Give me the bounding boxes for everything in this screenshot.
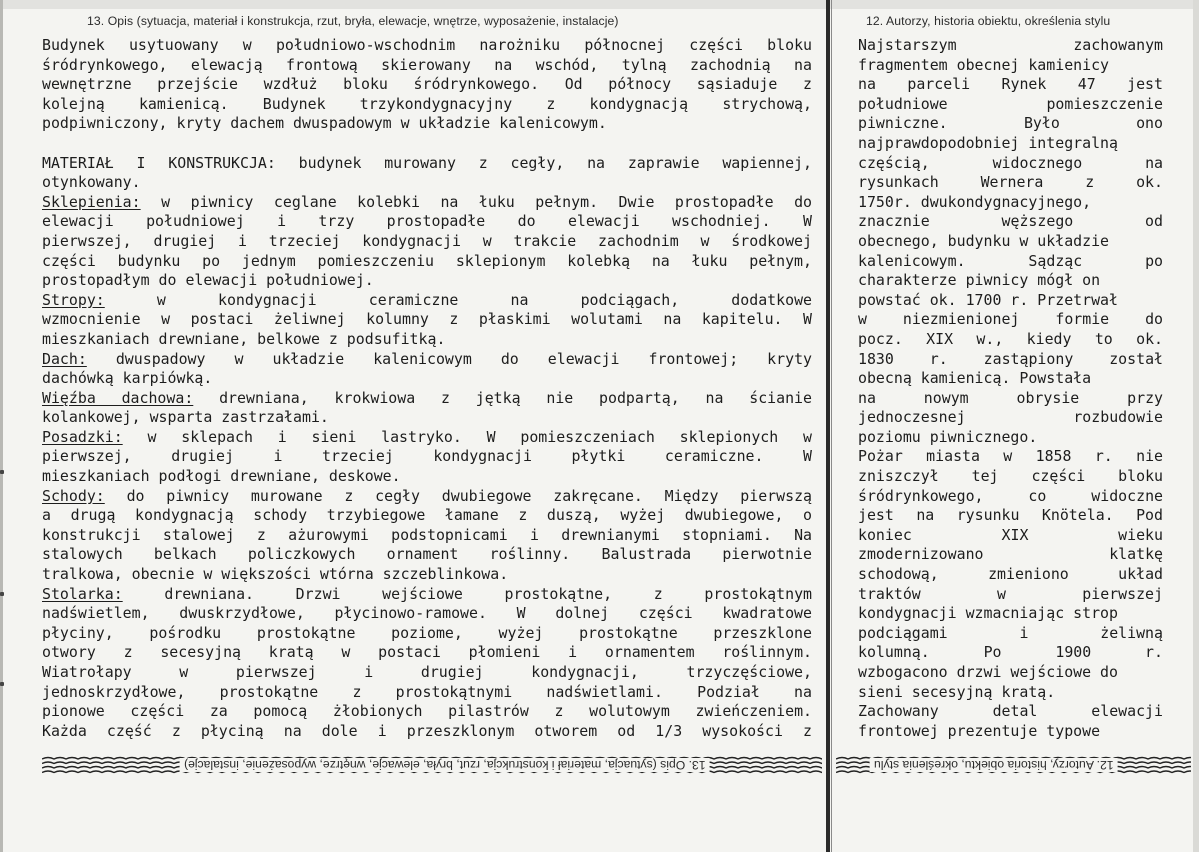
text-line: MATERIAŁ I KONSTRUKCJA: budynek murowany z cegły, na zaprawie wapiennej, bbox=[42, 153, 812, 172]
left-mirrored-footer: 13. Opis (sytuacja, materiał i konstrukcja, rzut, bryła, elewacje, wnętrze, wyposażenie, instalacje) bbox=[180, 758, 710, 772]
text-line: pocz. XIX w., kiedy to ok. bbox=[858, 329, 1163, 348]
text-line: powstać ok. 1700 r. Przetrwał bbox=[858, 290, 1118, 309]
section-first-line bbox=[42, 585, 812, 605]
section-first-line bbox=[42, 350, 812, 370]
text-line: rysunkach Wernera z ok. bbox=[858, 173, 1163, 192]
text-line: sieni secesyjną kratą. bbox=[858, 682, 1056, 701]
top-edge-band bbox=[0, 0, 1199, 9]
section-first-line bbox=[42, 193, 812, 213]
section-text: w sklepach i sieni lastryko. W pomieszczeniach sklepionych w bbox=[122, 427, 812, 446]
section-first-line bbox=[42, 428, 812, 448]
left-edge-band bbox=[0, 0, 3, 852]
text-line: poziomu piwnicznego. bbox=[858, 427, 1038, 446]
text-line: kalenicowym. Sądząc po bbox=[858, 251, 1163, 270]
text-line: obecną kamienicą. Powstała bbox=[858, 369, 1092, 388]
text-line: częścią, widocznego na bbox=[858, 153, 1163, 172]
right-page-header: 12. Autorzy, historia obiektu, określenia stylu bbox=[866, 14, 1111, 28]
text-line: konstrukcji stalowej z ażurowymi podstopnicami i drewnianymi stopniami. Na bbox=[42, 525, 812, 544]
text-line: kolumną. Po 1900 r. bbox=[858, 643, 1163, 662]
text-line: najprawdopodobniej integralną bbox=[858, 133, 1118, 152]
text-line: charakterze piwnicy mógł on bbox=[858, 271, 1101, 290]
page-divider-thin bbox=[831, 0, 832, 852]
section-text: drewniana, krokwiowa z jętką nie podpartą, na ścianie bbox=[193, 388, 812, 407]
text-line: frontowej prezentuje typowe bbox=[858, 721, 1101, 740]
text-line: otwory z secesyjną kratą w postaci płomieni i ornamentem roślinnym. bbox=[42, 643, 812, 662]
section-text: do piwnicy murowane z cegły dwubiegowe zakręcane. Między pierwszą bbox=[104, 486, 812, 505]
text-line: podpiwniczony, kryty dachem dwuspadowym w układzie kalenicowym. bbox=[42, 114, 607, 133]
text-line: 1830 r. zastąpiony został bbox=[858, 349, 1163, 368]
text-line: piwniczne. Było ono bbox=[858, 114, 1163, 133]
text-line: Najstarszym zachowanym bbox=[858, 36, 1163, 54]
text-line: Zachowany detal elewacji bbox=[858, 702, 1163, 721]
text-line: Budynek usytuowany w południowo-wschodnim narożniku północnej części bloku bbox=[42, 36, 812, 54]
text-line: wzbogacono drzwi wejściowe do bbox=[858, 663, 1118, 681]
text-line: Pożar miasta w 1858 r. nie bbox=[858, 447, 1163, 466]
text-line: Wiatrołapy w pierwszej i drugiej kondygnacji, trzyczęściowe, bbox=[42, 663, 812, 681]
section-label: Więźba dachowa: bbox=[42, 388, 194, 407]
text-line: kondygnacji wzmacniając strop bbox=[858, 604, 1118, 623]
text-line: części budynku po jednym pomieszczeniu sklepionym kolebką na łuku pełnym, bbox=[42, 251, 812, 270]
text-line: podciągami i żeliwną bbox=[858, 623, 1163, 642]
text-line: jednoskrzydłowe, prostokątne z prostokątnymi nadświetlami. Podział na bbox=[42, 682, 812, 701]
text-line: zniszczył tej części bloku bbox=[858, 467, 1163, 486]
section-first-line bbox=[42, 487, 812, 507]
text-line: elewacji południowej i trzy prostopadłe do elewacji wschodniej. W bbox=[42, 212, 812, 231]
section-label: Schody: bbox=[42, 486, 105, 505]
text-line: traktów w pierwszej bbox=[858, 584, 1163, 603]
scan-speck bbox=[0, 470, 4, 474]
section-label: Stropy: bbox=[42, 290, 105, 309]
text-line: schodową, zmieniono układ bbox=[858, 565, 1163, 584]
text-line: obecnego, budynku w układzie bbox=[858, 231, 1110, 250]
text-line: dachówką karpiówką. bbox=[42, 369, 213, 388]
right-page-text bbox=[858, 36, 1163, 741]
text-line: płyciny, pośrodku prostokątne poziome, wyżej prostokątne przeszklone bbox=[42, 623, 812, 642]
text-line: stalowych belkach policzkowych ornament roślinny. Balustrada pierwotnie bbox=[42, 545, 812, 564]
section-text: dwuspadowy w układzie kalenicowym do elewacji frontowej; kryty bbox=[86, 349, 812, 368]
text-line: tralkowa, obecnie w większości wtórna szczeblinkowa. bbox=[42, 565, 509, 584]
text-line: prostopadłym do elewacji południowej. bbox=[42, 271, 374, 290]
text-line: na parceli Rynek 47 jest bbox=[858, 75, 1163, 94]
right-edge-band bbox=[1193, 0, 1199, 852]
text-line: południowe pomieszczenie bbox=[858, 94, 1163, 113]
section-label: Dach: bbox=[42, 349, 87, 368]
scan-speck bbox=[0, 682, 4, 686]
text-line: koniec XIX wieku bbox=[858, 525, 1163, 544]
text-line: kolejną kamienicą. Budynek trzykondygnacyjny z kondygnacją strychową, bbox=[42, 94, 812, 113]
text-line: na nowym obrysie przy bbox=[858, 388, 1163, 407]
text-line: a drugą kondygnacją schody trzybiegowe łamane z duszą, wyżej dwubiegowe, o bbox=[42, 506, 812, 525]
left-page-header: 13. Opis (sytuacja, materiał i konstrukcja, rzut, bryła, elewacje, wnętrze, wyposażenie, instalacje) bbox=[87, 14, 619, 28]
scan-speck bbox=[0, 592, 4, 596]
text-line: otynkowany. bbox=[42, 173, 141, 192]
section-label: Sklepienia: bbox=[42, 192, 141, 211]
text-line: znacznie węższego od bbox=[858, 212, 1163, 231]
section-label: Posadzki: bbox=[42, 427, 123, 446]
section-first-line bbox=[42, 291, 812, 311]
text-line: śródrynkowego, co widoczne bbox=[858, 486, 1163, 505]
text-line: śródrynkowego, elewacją frontową skierowany na wschód, tylną zachodnią na bbox=[42, 55, 812, 74]
text-line: mieszkaniach podłogi drewniane, deskowe. bbox=[42, 467, 401, 486]
text-line: pierwszej, drugiej i trzeciej kondygnacji płytki ceramiczne. W bbox=[42, 447, 812, 466]
text-line: 1750r. dwukondygnacyjnego, bbox=[858, 192, 1092, 211]
text-line: nadświetlem, dwuskrzydłowe, płycinowo-ramowe. W dolnej części kwadratowe bbox=[42, 604, 812, 623]
text-line: zmodernizowano klatkę bbox=[858, 545, 1163, 564]
text-line: mieszkaniach drewniane, belkowe z podsufitką. bbox=[42, 329, 446, 348]
text-line: wewnętrzne przejście wzdłuż bloku śródrynkowego. Od północy sąsiaduje z bbox=[42, 75, 812, 94]
text-line: pionowe części za pomocą żłobionych pilastrów z wolutowym zwieńczeniem. bbox=[42, 702, 812, 721]
left-page-text bbox=[42, 36, 812, 741]
text-line: w niezmienionej formie do bbox=[858, 310, 1163, 329]
text-line: kolankowej, wsparta zastrzałami. bbox=[42, 408, 329, 427]
section-label: Stolarka: bbox=[42, 584, 123, 603]
text-line: jednoczesnej rozbudowie bbox=[858, 408, 1163, 427]
page-divider bbox=[826, 0, 830, 852]
text-line: pierwszej, drugiej i trzeciej kondygnacji w trakcie zachodnim w środkowej bbox=[42, 231, 812, 250]
section-text: w kondygnacji ceramiczne na podciągach, dodatkowe bbox=[104, 290, 812, 309]
right-mirrored-footer: 12. Autorzy, historia obiektu, określenia stylu bbox=[870, 758, 1118, 772]
text-line: fragmentem obecnej kamienicy bbox=[858, 55, 1110, 74]
text-line: Każda część z płyciną na dole i przeszklonym otworem od 1/3 wysokości z bbox=[42, 721, 812, 740]
text-line: jest na rysunku Knötela. Pod bbox=[858, 506, 1163, 525]
paragraph-gap bbox=[42, 134, 812, 154]
text-line: wzmocnienie w postaci żeliwnej kolumny z płaskimi wolutami na kapitelu. W bbox=[42, 310, 812, 329]
section-text: w piwnicy ceglane kolebki na łuku pełnym. Dwie prostopadłe do bbox=[140, 192, 812, 211]
section-text: drewniana. Drzwi wejściowe prostokątne, z prostokątnym bbox=[122, 584, 812, 603]
section-first-line bbox=[42, 389, 812, 409]
